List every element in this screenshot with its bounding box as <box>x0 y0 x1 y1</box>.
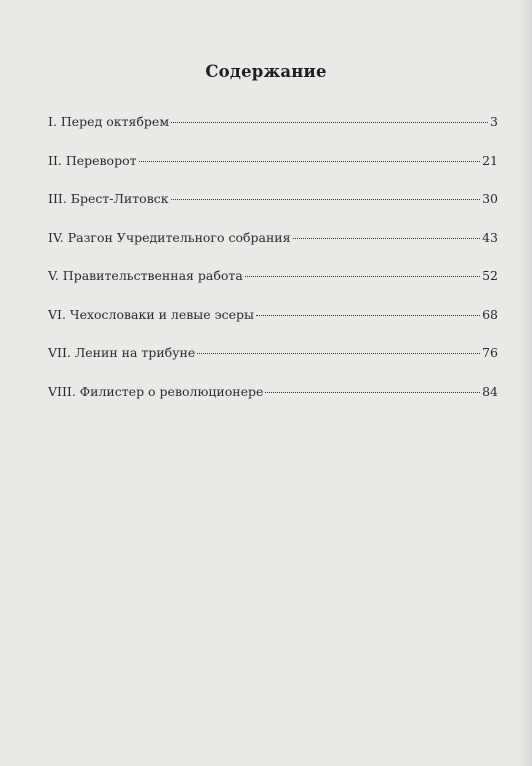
table-of-contents <box>48 114 498 422</box>
dot-leader <box>171 199 481 200</box>
toc-page-number: 3 <box>490 114 498 129</box>
toc-entry <box>48 384 498 423</box>
toc-page-number: 84 <box>482 383 498 399</box>
toc-entry <box>48 191 498 230</box>
toc-entry-title: VI. Чехословаки и левые эсеры <box>48 306 254 322</box>
toc-entry-title: V. Правительственная работа <box>48 268 243 283</box>
toc-entry <box>48 268 498 307</box>
toc-entry <box>48 153 498 192</box>
toc-page-number: 52 <box>482 268 498 283</box>
dot-leader <box>139 161 481 162</box>
toc-entry-title: II. Переворот <box>48 152 137 168</box>
dot-leader <box>197 353 480 354</box>
toc-entry-title: I. Перед октябрем <box>48 114 170 129</box>
toc-entry-title: IV. Разгон Учредительного собрания <box>48 229 291 245</box>
toc-entry <box>48 307 498 346</box>
toc-entry <box>48 230 498 269</box>
toc-page-number: 68 <box>482 306 498 322</box>
dot-leader <box>245 276 480 277</box>
page-edge-shadow <box>518 0 532 766</box>
dot-leader <box>265 392 480 393</box>
toc-entry <box>48 345 498 384</box>
toc-page-number: 43 <box>482 229 498 245</box>
toc-page-number: 21 <box>482 152 498 168</box>
toc-page-number: 30 <box>482 191 498 206</box>
toc-page-number: 76 <box>482 345 498 360</box>
dot-leader <box>293 238 481 239</box>
toc-entry-title: VIII. Филистер о революционере <box>48 383 264 399</box>
dot-leader <box>171 122 488 123</box>
dot-leader <box>256 315 480 316</box>
page-title: Содержание <box>205 62 327 81</box>
toc-entry-title: III. Брест-Литовск <box>48 191 169 206</box>
toc-entry <box>48 114 498 153</box>
toc-entry-title: VII. Ленин на трибуне <box>48 345 196 360</box>
